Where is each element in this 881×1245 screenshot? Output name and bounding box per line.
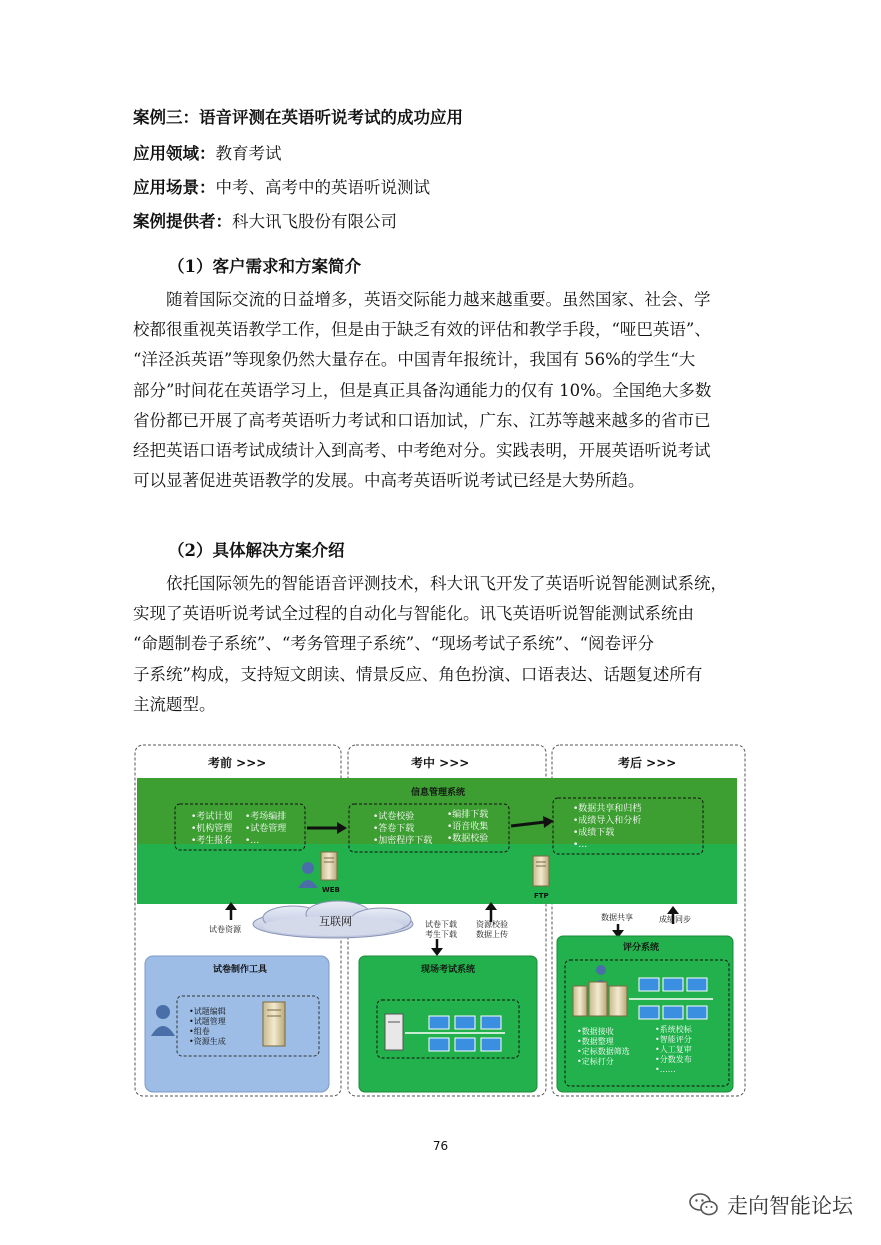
- paragraph-line: 主流题型。: [133, 694, 216, 714]
- scoring-item: •人工复审: [655, 1045, 692, 1054]
- arrow-label-upload-1: 资源校验: [476, 920, 508, 929]
- scoring-item: •分数发布: [655, 1055, 692, 1064]
- scoring-item: •数据接收: [577, 1027, 614, 1036]
- paragraph-line: 校都很重视英语教学工作，但是由于缺乏有效的评估和教学手段，“哑巴英语”、: [133, 320, 711, 340]
- paragraph-line: 随着国际交流的日益增多，英语交际能力越来越重要。虽然国家、社会、学: [166, 290, 711, 309]
- scene-label: 应用场景：: [133, 178, 216, 197]
- before-item: •…: [245, 836, 260, 846]
- arrow-label-download-2: 考生下载: [425, 930, 457, 939]
- paragraph-line: 省份都已开展了高考英语听力考试和口语加试，广东、江苏等越来越多的省市已: [133, 410, 711, 430]
- watermark-text: 走向智能论坛: [727, 1194, 853, 1218]
- paper-tool-title: 试卷制作工具: [213, 965, 268, 975]
- scoring-item: •系统校标: [655, 1025, 692, 1034]
- arrow-label-upload-2: 数据上传: [476, 930, 508, 939]
- scoring-item: •定标数据筛选: [577, 1047, 630, 1056]
- info-system-band-bottom: [137, 844, 737, 904]
- during-item: •语音收集: [447, 822, 489, 832]
- system-architecture-diagram: [133, 742, 748, 1098]
- phase-during-label: 考中 >>>: [411, 756, 470, 770]
- tool-item: •组卷: [189, 1027, 210, 1036]
- scoring-server-icon: [573, 982, 627, 1016]
- before-item: •考试计划: [191, 812, 233, 822]
- arrow-label-paper-resources: 试卷资源: [209, 925, 241, 934]
- before-item: •考场编排: [245, 812, 287, 822]
- case-title: 案例三：语音评测在英语听说考试的成功应用: [133, 108, 463, 127]
- scene-line: [133, 177, 430, 199]
- scoring-item: •数据整理: [577, 1037, 614, 1046]
- phase-after-label: 考后 >>>: [618, 756, 677, 770]
- during-item: •数据校验: [447, 834, 489, 844]
- during-item: •编排下载: [447, 810, 489, 820]
- during-item: •加密程序下载: [373, 836, 433, 846]
- field-value: 教育考试: [215, 144, 282, 163]
- page-number: 76: [432, 1139, 449, 1153]
- arrow-head-icon: [431, 948, 443, 956]
- paragraph-line: 实现了英语听说考试全过程的自动化与智能化。讯飞英语听说智能测试系统由: [133, 604, 694, 624]
- scoring-title: 评分系统: [623, 943, 660, 953]
- before-item: •试卷管理: [245, 824, 287, 834]
- arrow-head-icon: [667, 906, 679, 914]
- paragraph-line: 部分”时间花在英语学习上，但是真正具备沟通能力的仅有 10%。全国绝大多数: [133, 380, 712, 400]
- section1-title: （1）客户需求和方案简介: [168, 257, 361, 276]
- arrow-label-sync: 成绩同步: [659, 915, 691, 924]
- scoring-item: •智能评分: [655, 1035, 692, 1044]
- paragraph-line: “洋泾浜英语”等现象仍然大量存在。中国青年报统计，我国有 56%的学生“大: [133, 350, 696, 370]
- paragraph-line: 子系统”构成，支持短文朗读、情景反应、角色扮演、口语表达、话题复述所有: [133, 664, 703, 684]
- ftp-label: FTP: [534, 892, 549, 900]
- after-item: •成绩导入和分析: [573, 816, 642, 826]
- after-item: •…: [573, 840, 588, 850]
- internet-label: 互联网: [319, 915, 352, 928]
- ftp-server-icon: [533, 856, 549, 886]
- after-item: •成绩下载: [573, 828, 615, 838]
- after-item: •数据共享和归档: [573, 804, 642, 814]
- section2-paragraph: [133, 569, 748, 720]
- scoring-computers-icon: [629, 978, 713, 1019]
- paper-tool-panel: [145, 956, 329, 1092]
- paragraph-line: 可以显著促进英语教学的发展。中高考英语听说考试已经是大势所趋。: [133, 471, 645, 491]
- section2-title: （2）具体解决方案介绍: [168, 541, 345, 560]
- tool-item: •试题管理: [189, 1017, 226, 1026]
- during-item: •试卷校验: [373, 812, 415, 822]
- scene-value: 中考、高考中的英语听说测试: [215, 178, 430, 197]
- provider-label: 案例提供者：: [133, 212, 232, 231]
- web-label: WEB: [322, 886, 340, 894]
- wechat-icon: [689, 1192, 719, 1218]
- during-item: •答卷下载: [373, 824, 415, 834]
- provider-line: [133, 211, 397, 233]
- phase-before-label: 考前 >>>: [208, 756, 267, 770]
- arrow-label-share: 数据共享: [601, 913, 633, 922]
- paragraph-line: 经把英语口语考试成绩计入到高考、中考绝对分。实践表明，开展英语听说考试: [133, 441, 711, 461]
- arrow-label-download-1: 试卷下载: [425, 920, 457, 929]
- watermark: [689, 1190, 853, 1220]
- before-item: •机构管理: [191, 824, 233, 834]
- paragraph-line: “命题制卷子系统”、“考务管理子系统”、“现场考试子系统”、“阅卷评分: [133, 634, 655, 654]
- onsite-exam-title: 现场考试系统: [421, 965, 476, 975]
- tool-item: •资源生成: [189, 1037, 226, 1046]
- paragraph-line: 依托国际领先的智能语音评测技术，科大讯飞开发了英语听说智能测试系统，: [166, 574, 727, 593]
- tool-item: •试题编辑: [189, 1007, 226, 1016]
- provider-value: 科大讯飞股份有限公司: [232, 212, 397, 231]
- field-label: 应用领域：: [133, 144, 216, 163]
- section1-paragraph: [133, 285, 748, 496]
- info-system-title: 信息管理系统: [411, 788, 466, 798]
- scoring-item: •定标打分: [577, 1057, 614, 1066]
- scoring-item: •……: [655, 1065, 676, 1074]
- field-line: [133, 143, 282, 165]
- tool-server-icon: [263, 1002, 285, 1046]
- onsite-server-icon: [385, 1014, 403, 1050]
- before-item: •考生报名: [191, 836, 233, 846]
